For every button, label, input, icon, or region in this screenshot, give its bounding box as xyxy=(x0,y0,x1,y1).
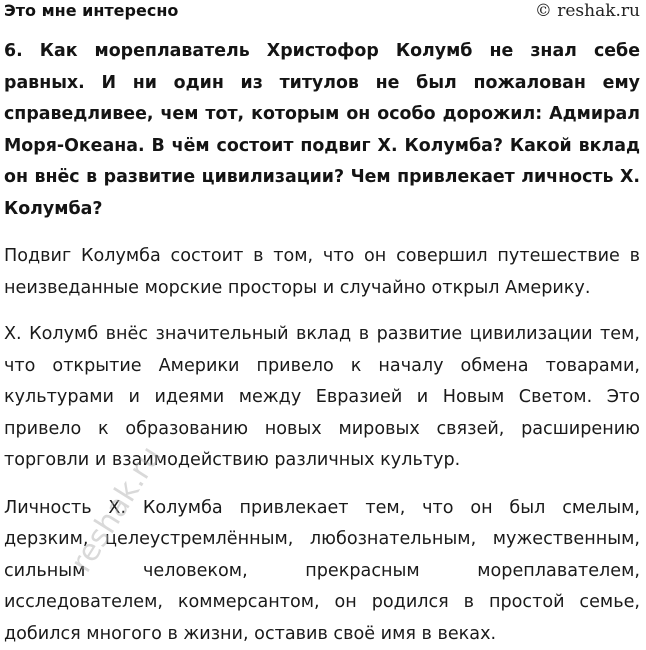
answer-paragraph-1: Подвиг Колумба состоит в том, что он совершил путешествие в неизведанные морские просторы и случайно открыл Америку. xyxy=(4,241,640,304)
main-content xyxy=(4,36,640,650)
answer-paragraph-2: Х. Колумб внёс значительный вклад в развитие цивилизации тем, что открытие Америки привело к началу обмена товарами, культурами и идеями между Евразией и Новым Светом. Это привело к образованию новых мировых связей, расширению торговли и взаимодействию различных культур. xyxy=(4,319,640,477)
page-header xyxy=(0,0,646,26)
question-text: 6. Как мореплаватель Христофор Колумб не знал себе равных. И ни один из титулов не был пожалован ему справедливее, чем тот, которым он особо дорожил: Адмирал Моря-Океана. В чём состоит подвиг Х. Колумба? Какой вклад он внёс в развитие цивилизации? Чем привлекает личность Х. Колумба? xyxy=(4,36,640,225)
section-title: Это мне интересно xyxy=(4,1,178,21)
site-copyright[interactable]: © reshak.ru xyxy=(535,1,640,21)
answer-paragraph-3: Личность Х. Колумба привлекает тем, что он был смелым, дерзким, целеустремлённым, любознательным, мужественным, сильным человеком, прекрасным мореплавателем, исследователем, коммерсантом, он родился в простой семье, добился многого в жизни, оставив своё имя в веках. xyxy=(4,493,640,650)
watermark: reshak.ru xyxy=(64,440,169,578)
question-block xyxy=(4,36,640,225)
